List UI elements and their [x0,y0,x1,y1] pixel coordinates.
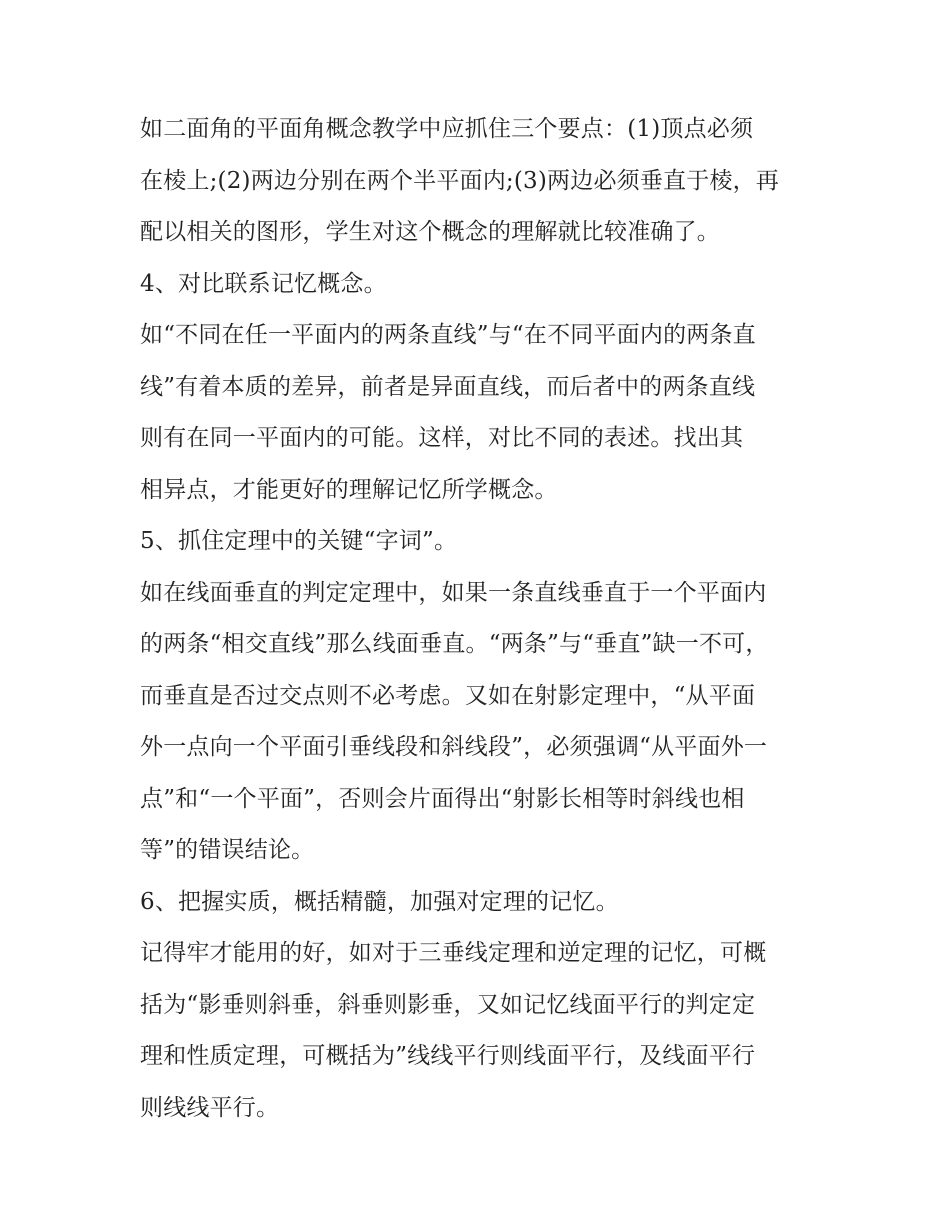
text-line: 如在线面垂直的判定定理中，如果一条直线垂直于一个平面内 [140,579,767,606]
section-heading: 6、把握实质，概括精髓，加强对定理的记忆。 [140,888,619,915]
text-line: 点”和“一个平面”，否则会片面得出“射影长相等时斜线也相 [140,785,745,812]
text-line: 在棱上;(2)两边分别在两个半平面内;(3)两边必须垂直于棱，再 [140,167,780,194]
text-line: 括为“影垂则斜垂，斜垂则影垂，又如记忆线面平行的判定定 [140,991,756,1018]
text-line: 相异点，才能更好的理解记忆所学概念。 [140,476,558,503]
text-line: 的两条“相交直线”那么线面垂直。“两条”与“垂直”缺一不可， [140,631,769,657]
text-line: 外一点向一个平面引垂线段和斜线段”，必须强调“从平面外一 [140,734,768,760]
text-line: 记得牢才能用的好，如对于三垂线定理和逆定理的记忆，可概 [140,940,767,966]
text-line: 配以相关的图形，学生对这个概念的理解就比较准确了。 [140,219,720,245]
text-line: 线”有着本质的差异，前者是异面直线，而后者中的两条直线 [140,373,756,400]
text-line: 则线线平行。 [140,1094,280,1121]
text-line: 如“不同在任一平面内的两条直线”与“在不同平面内的两条直 [140,322,756,348]
document-body [140,104,820,1134]
text-line: 等”的错误结论。 [140,837,315,863]
text-line: 理和性质定理，可概括为”线线平行则线面平行，及线面平行 [140,1043,756,1069]
text-line: 则有在同一平面内的可能。这样，对比不同的表述。找出其 [140,425,744,451]
section-heading: 5、抓住定理中的关键“字词”。 [140,528,458,554]
section-heading: 4、对比联系记忆概念。 [140,270,387,297]
text-line: 而垂直是否过交点则不必考虑。又如在射影定理中，“从平面 [140,682,756,709]
text-line: 如二面角的平面角概念教学中应抓住三个要点：(1)顶点必须 [140,116,754,142]
